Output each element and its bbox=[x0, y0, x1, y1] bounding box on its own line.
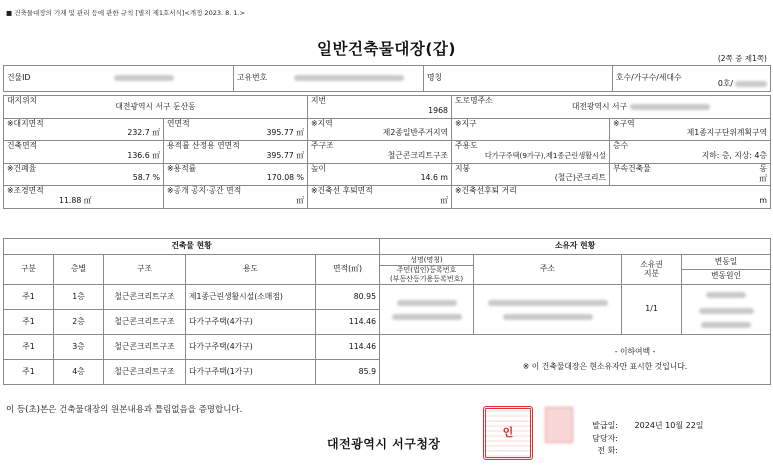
row-use: 제1종근린생활시설(소매점) bbox=[186, 285, 316, 310]
owner-change-cell bbox=[682, 285, 771, 335]
main-structure-value: 철근콘크리트구조 bbox=[387, 150, 449, 160]
main-structure-cell bbox=[308, 141, 452, 164]
roof-label: 지붕 bbox=[455, 163, 471, 173]
far-area-label: 용적률 산정용 연면적 bbox=[167, 141, 240, 150]
building-id-redacted bbox=[114, 75, 174, 81]
site-area-cell bbox=[4, 118, 164, 141]
col-header-use: 용도 bbox=[186, 255, 316, 285]
site-area-label: ※대지면적 bbox=[7, 118, 44, 128]
owner-id-header: 주민(법인)등록번호 (부동산등기용등록번호) bbox=[380, 265, 473, 283]
units-cell bbox=[613, 66, 771, 92]
col-header-structure: 구조 bbox=[104, 255, 186, 285]
row-area: 85.9 bbox=[316, 360, 380, 385]
open-space-cell bbox=[164, 186, 308, 209]
col-header-address: 주소 bbox=[474, 255, 622, 285]
seal-text: 인 bbox=[502, 425, 514, 439]
setback-distance-cell bbox=[452, 186, 771, 209]
setback-distance-value: m bbox=[759, 195, 768, 205]
name-cell bbox=[424, 66, 613, 92]
landscape-label: ※조경면적 bbox=[7, 186, 44, 195]
setback-area-label: ※건축선 후퇴면적 bbox=[311, 186, 373, 195]
col-header-change bbox=[682, 255, 771, 285]
row-floor: 4층 bbox=[54, 360, 104, 385]
height-cell bbox=[308, 163, 452, 186]
owner-name-cell bbox=[380, 285, 474, 335]
floor-row bbox=[4, 285, 771, 310]
setback-area-cell bbox=[308, 186, 452, 209]
issue-date-value: 2024년 10월 22일 bbox=[634, 421, 704, 430]
page-count: (2쪽 중 제1쪽) bbox=[717, 54, 767, 63]
building-area-value: 136.6 ㎡ bbox=[127, 150, 160, 160]
unique-no-label: 고유번호 bbox=[237, 73, 268, 83]
issue-date bbox=[580, 421, 704, 430]
row-use: 다가구주택(4가구) bbox=[186, 335, 316, 360]
certification-text: 이 등(초)본은 건축물대장의 원본내용과 틀림없음을 증명합니다. bbox=[6, 405, 243, 415]
officer bbox=[580, 434, 618, 443]
issuer-name: 대전광역시 서구청장 bbox=[327, 437, 441, 451]
row-area: 114.46 bbox=[316, 310, 380, 335]
main-structure-label: 주구조 bbox=[311, 141, 334, 150]
floor-area-value: 395.77 ㎡ bbox=[266, 128, 305, 138]
main-use-value: 다가구주택(9가구),제1종근린생활시설 bbox=[484, 151, 607, 161]
col-header-type: 구분 bbox=[4, 255, 54, 285]
open-space-value: ㎡ bbox=[296, 195, 305, 205]
phone bbox=[580, 446, 618, 455]
section-cell bbox=[610, 118, 771, 141]
row-structure: 철근콘크리트구조 bbox=[104, 285, 186, 310]
far-area-value: 395.77 ㎡ bbox=[266, 150, 305, 160]
phone-label: 전 화: bbox=[597, 446, 618, 455]
row-type: 주1 bbox=[4, 285, 54, 310]
row-type: 주1 bbox=[4, 310, 54, 335]
units-label: 호수/가구수/세대수 bbox=[616, 73, 682, 83]
bcr-value: 58.7 % bbox=[132, 173, 160, 183]
zone-value: 제2종일반주거지역 bbox=[382, 128, 449, 138]
section-label: ※구역 bbox=[613, 118, 635, 128]
row-use: 다가구주택(4가구) bbox=[186, 310, 316, 335]
row-structure: 철근콘크리트구조 bbox=[104, 360, 186, 385]
main-use-label: 주용도 bbox=[455, 141, 478, 150]
annex-count-value: 동 bbox=[759, 164, 768, 174]
row-area: 114.46 bbox=[316, 335, 380, 360]
row-area: 80.95 bbox=[316, 285, 380, 310]
col-header-share: 소유권 지분 bbox=[622, 255, 682, 285]
main-use-cell bbox=[452, 141, 610, 164]
road-address-label: 도로명주소 bbox=[455, 96, 493, 105]
owner-share-value: 1/1 bbox=[622, 285, 682, 335]
building-area-label: 건축면적 bbox=[7, 141, 38, 150]
col-header-floor: 층별 bbox=[54, 255, 104, 285]
building-id-cell bbox=[4, 66, 234, 92]
current-owner-note: ※ 이 건축물대장은 현소유자만 표시한 것입니다. bbox=[522, 361, 688, 371]
issue-date-label: 발급일: bbox=[592, 421, 618, 430]
far-area-cell bbox=[164, 141, 308, 164]
floors-label: 층수 bbox=[613, 141, 629, 150]
section-value: 제1종지구단위계획구역 bbox=[686, 128, 768, 138]
site-location-cell bbox=[4, 96, 308, 119]
bcr-label: ※건폐율 bbox=[7, 163, 37, 173]
row-use: 다가구주택(1가구) bbox=[186, 360, 316, 385]
revenue-stamp bbox=[545, 407, 573, 443]
floor-area-cell bbox=[164, 118, 308, 141]
unique-no-cell bbox=[234, 66, 424, 92]
owner-footer-cell bbox=[380, 335, 771, 385]
height-label: 높이 bbox=[311, 163, 327, 173]
district-label: ※지구 bbox=[455, 118, 477, 128]
row-type: 주1 bbox=[4, 335, 54, 360]
roof-cell bbox=[452, 163, 610, 186]
annex-cell bbox=[610, 163, 771, 186]
col-header-area: 면적(㎡) bbox=[316, 255, 380, 285]
landscape-cell bbox=[4, 186, 164, 209]
site-area-value: 232.7 ㎡ bbox=[127, 128, 160, 138]
floors-cell bbox=[610, 141, 771, 164]
bcr-cell bbox=[4, 163, 164, 186]
change-date-header: 변동일 bbox=[682, 256, 770, 270]
height-value: 14.6 m bbox=[420, 173, 449, 183]
floor-status-title: 건축물 현황 bbox=[4, 239, 380, 255]
owner-name-header: 성명(명칭) bbox=[410, 255, 443, 264]
annex-label: 부속건축물 bbox=[613, 163, 651, 173]
row-floor: 1층 bbox=[54, 285, 104, 310]
floor-row bbox=[4, 335, 771, 360]
landscape-value: 11.88 ㎡ bbox=[59, 195, 92, 205]
identification-table bbox=[3, 65, 771, 92]
roof-value: (철근)콘크리트 bbox=[554, 173, 607, 183]
setback-distance-label: ※건축선후퇴 거리 bbox=[455, 186, 517, 195]
district-cell bbox=[452, 118, 610, 141]
units-value: 0호/ bbox=[718, 80, 767, 89]
site-location-label: 대지위치 bbox=[7, 96, 38, 105]
unique-no-redacted bbox=[294, 75, 404, 81]
row-type: 주1 bbox=[4, 360, 54, 385]
official-seal bbox=[483, 406, 533, 460]
officer-label: 담당자: bbox=[592, 434, 618, 443]
far-cell bbox=[164, 163, 308, 186]
floor-area-label: 연면적 bbox=[167, 118, 190, 128]
row-structure: 철근콘크리트구조 bbox=[104, 310, 186, 335]
col-header-owner-name bbox=[380, 255, 474, 285]
document-title: 일반건축물대장(갑) bbox=[317, 40, 456, 58]
annex-area-value: ㎡ bbox=[759, 174, 768, 184]
building-area-cell bbox=[4, 141, 164, 164]
lot-number-value: 1968 bbox=[428, 105, 449, 115]
road-address-cell bbox=[452, 96, 771, 119]
zone-label: ※지역 bbox=[311, 118, 333, 128]
regulation-note: ■ 건축물대장의 기재 및 관리 등에 관한 규칙 [별지 제1호서식]<개정 2023. 8. 1.> bbox=[6, 9, 246, 17]
owner-address-cell bbox=[474, 285, 622, 335]
zone-cell bbox=[308, 118, 452, 141]
name-label: 명칭 bbox=[427, 73, 443, 83]
open-space-label: ※공개 공지·공간 면적 bbox=[167, 186, 242, 195]
row-floor: 2층 bbox=[54, 310, 104, 335]
lot-number-label: 지번 bbox=[311, 96, 327, 105]
far-value: 170.08 % bbox=[266, 173, 305, 183]
floors-value: 지하: 층, 지상: 4층 bbox=[701, 150, 768, 160]
setback-area-value: ㎡ bbox=[440, 195, 449, 205]
below-blank-text: - 이하여백 - bbox=[614, 346, 656, 356]
row-floor: 3층 bbox=[54, 335, 104, 360]
property-info-table bbox=[3, 95, 771, 209]
road-address-value: 대전광역시 서구 bbox=[572, 103, 710, 112]
status-table bbox=[3, 238, 771, 385]
owner-status-title: 소유자 현황 bbox=[380, 239, 771, 255]
site-location-value: 대전광역시 서구 둔산동 bbox=[115, 101, 196, 111]
change-reason-header: 변동원인 bbox=[710, 271, 742, 280]
building-id-label: 건물ID bbox=[7, 73, 31, 83]
row-structure: 철근콘크리트구조 bbox=[104, 335, 186, 360]
far-label: ※용적률 bbox=[167, 163, 197, 173]
lot-number-cell bbox=[308, 96, 452, 119]
